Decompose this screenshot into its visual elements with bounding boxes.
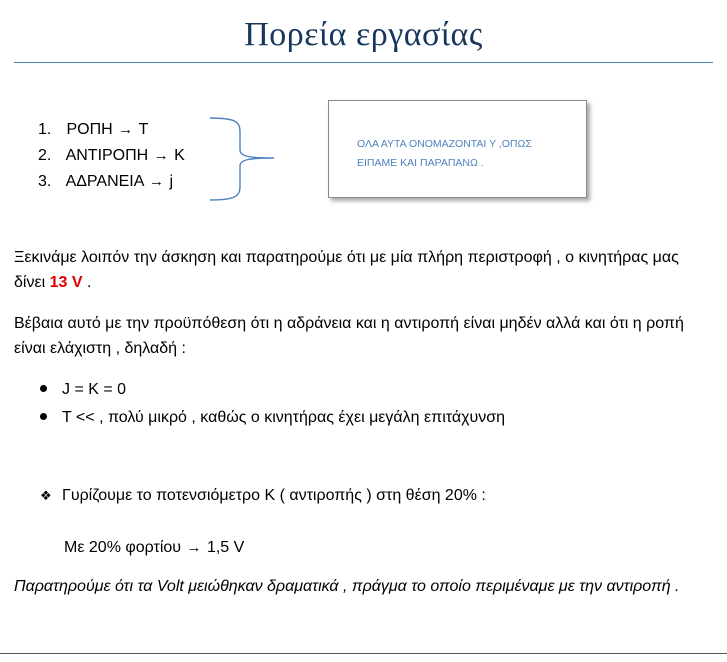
- bullet-item: [40, 376, 505, 404]
- note-line: ΟΛΑ ΑΥΤΑ ΟΝΟΜΑΖΟΝΤΑΙ Υ ,ΟΠΩΣ: [357, 138, 532, 150]
- load-result: [64, 536, 244, 560]
- curly-brace-icon: [208, 116, 278, 202]
- bullet-icon: [40, 413, 47, 420]
- note-box: [328, 100, 587, 198]
- bullet-item: [40, 404, 505, 432]
- diamond-bullet-icon: ❖: [40, 488, 52, 503]
- list-item: [38, 169, 185, 195]
- list-number: 3.: [38, 173, 52, 190]
- load-value: 1,5 V: [206, 539, 245, 556]
- list-symbol: K: [174, 147, 185, 164]
- intro-paragraph: [14, 245, 714, 295]
- page-title: Πορεία εργασίας: [244, 16, 483, 53]
- step-text: Γυρίζουμε το ποτενσιόμετρο K ( αντιροπής ) στη θέση 20% :: [62, 487, 486, 504]
- bullet-text: T << , πολύ μικρό , καθώς ο κινητήρας έχει μεγάλη επιτάχυνση: [62, 409, 506, 426]
- arrow-icon: →: [149, 173, 164, 190]
- bullet-text: J = K = 0: [62, 381, 127, 398]
- list-label: ΡΟΠΗ: [66, 121, 113, 138]
- load-text: Με 20% φορτίου: [64, 539, 182, 556]
- bullet-icon: [40, 385, 47, 392]
- bottom-divider: [0, 653, 727, 654]
- list-label: ΑΝΤΙΡΟΠΗ: [65, 147, 149, 164]
- list-label: ΑΔΡΑΝΕΙΑ: [65, 173, 144, 190]
- numbered-list: [38, 117, 185, 195]
- list-item: [38, 117, 185, 143]
- arrow-icon: →: [186, 539, 202, 556]
- conclusion-paragraph: Παρατηρούμε ότι τα Volt μειώθηκαν δραματικά , πράγμα το οποίο περιμέναμε με την αντιροπή .: [14, 578, 680, 595]
- list-item: [38, 143, 185, 169]
- list-number: 2.: [38, 147, 52, 164]
- title-underline: [14, 62, 713, 63]
- condition-paragraph: Βέβαια αυτό με την προϋπόθεση ότι η αδράνεια και η αντιροπή είναι μηδέν αλλά και ότι η ροπή είναι ελάχιστη , δηλαδή :: [14, 315, 684, 357]
- note-text: [357, 135, 567, 173]
- arrow-icon: →: [118, 121, 134, 138]
- paragraph-text: .: [82, 274, 92, 291]
- list-symbol: T: [138, 121, 149, 138]
- list-number: 1.: [38, 121, 52, 138]
- paragraph-text: Ξεκινάμε λοιπόν την άσκηση και παρατηρούμε ότι με μία πλήρη περιστροφή , ο κινητήρας μας δίνει: [14, 249, 679, 291]
- voltage-highlight: 13 V: [49, 274, 83, 291]
- step-item: [40, 484, 486, 508]
- arrow-icon: →: [153, 147, 169, 164]
- note-line: ΕΙΠΑΜΕ ΚΑΙ ΠΑΡΑΠΑΝΩ .: [357, 157, 484, 169]
- list-symbol: j: [169, 173, 174, 190]
- bullet-list: [40, 376, 505, 432]
